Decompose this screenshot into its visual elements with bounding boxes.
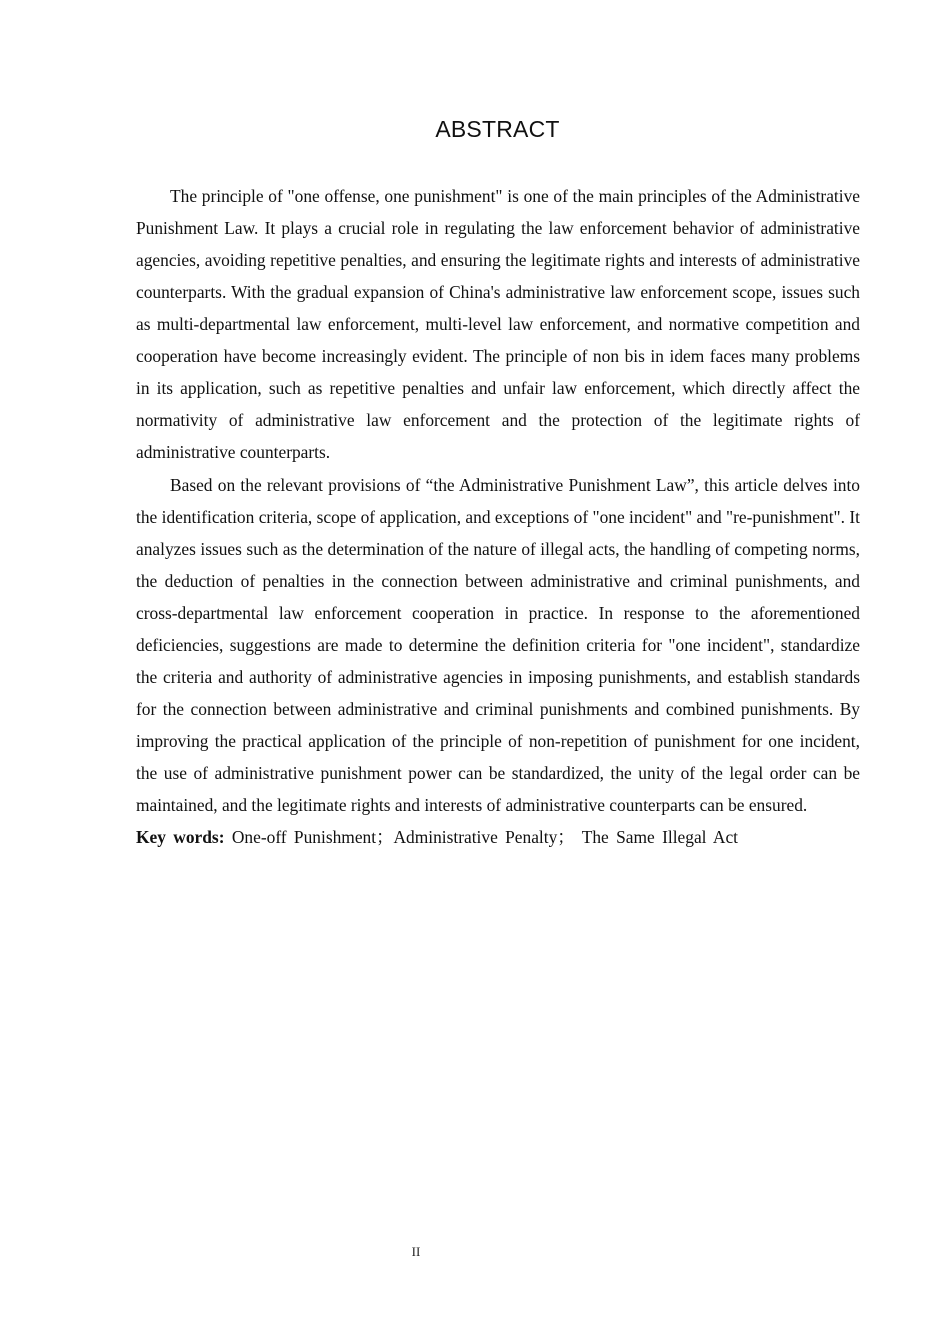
abstract-title: ABSTRACT [435, 116, 560, 142]
abstract-paragraph-1: The principle of "one offense, one punishment" is one of the main principles of the Administrative Punishment Law. It plays a crucial role in regulating the law enforcement behavior of administrative agencies, avoiding repetitive penalties, and ensuring the legitimate rights and interests of administrative counterparts. With the gradual expansion of China's administrative law enforcement scope, issues such as multi-departmental law enforcement, multi-level law enforcement, and normative competition and cooperation have become increasingly evident. The principle of non bis in idem faces many problems in its application, such as repetitive penalties and unfair law enforcement, which directly affect the normativity of administrative law enforcement and the protection of the legitimate rights of administrative counterparts. [136, 186, 860, 462]
abstract-body [136, 180, 860, 853]
abstract-paragraph-2: Based on the relevant provisions of “the Administrative Punishment Law”, this article delves into the identification criteria, scope of application, and exceptions of "one incident" and "re-punishment". It analyzes issues such as the determination of the nature of illegal acts, the handling of competing norms, the deduction of penalties in the connection between administrative and criminal punishments, and cross-departmental law enforcement cooperation in practice. In response to the aforementioned deficiencies, suggestions are made to determine the definition criteria for "one incident", standardize the criteria and authority of administrative agencies in imposing punishments, and establish standards for the connection between administrative and criminal punishments and combined punishments. By improving the practical application of the principle of non-repetition of punishment for one incident, the use of administrative punishment power can be standardized, the unity of the legal order can be maintained, and the legitimate rights and interests of administrative counterparts can be ensured. [136, 474, 860, 815]
keywords-text: One-off Punishment；Administrative Penalty； The Same Illegal Act [231, 826, 739, 847]
page-number: II [411, 1244, 421, 1259]
keywords-label: Key words: [136, 826, 225, 847]
keywords-line [136, 821, 860, 853]
